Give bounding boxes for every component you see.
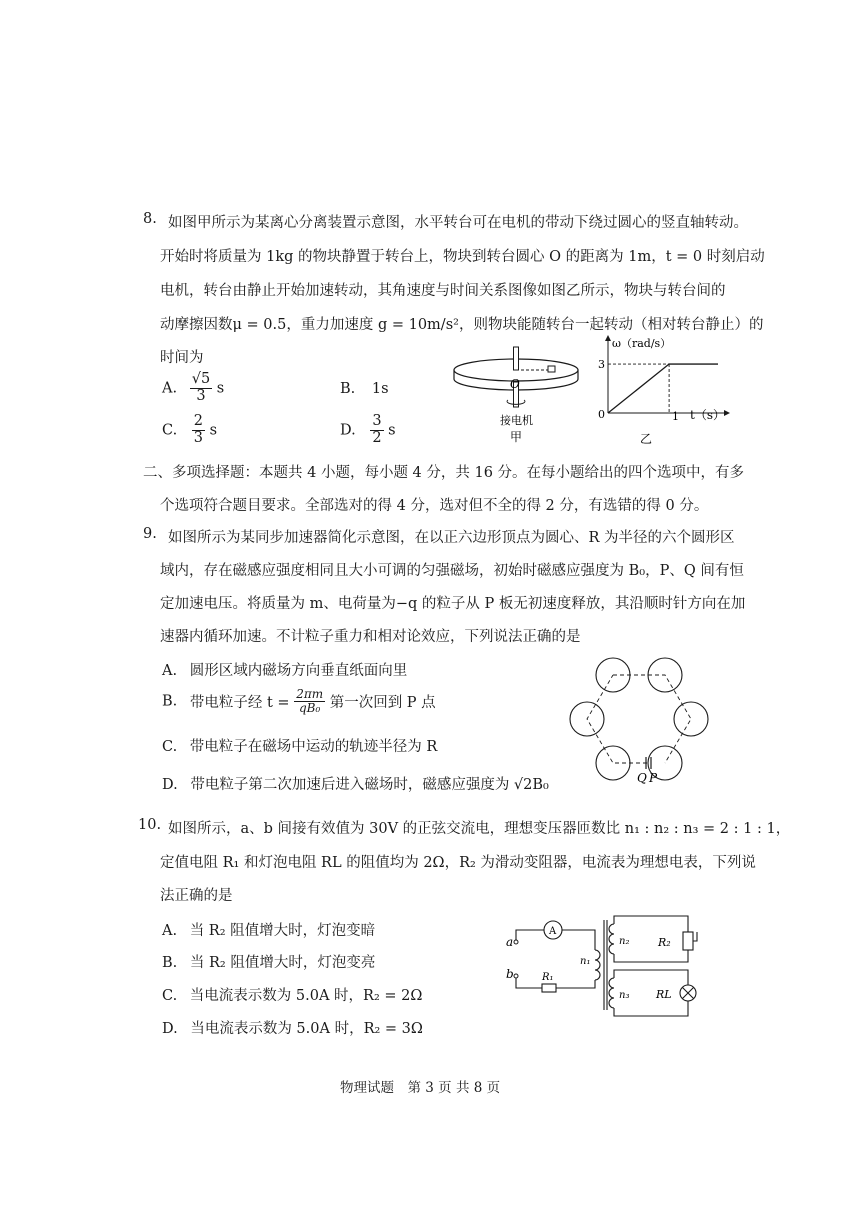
label-n3: n₃ — [619, 990, 630, 1001]
option-fraction — [190, 372, 212, 405]
option-label: C. — [162, 422, 178, 439]
hexagon-path — [613, 675, 691, 763]
q9-option-b[interactable] — [162, 688, 436, 715]
option-label: C. — [162, 988, 178, 1004]
resistor-r1 — [542, 984, 556, 992]
section-2-heading-2: 个选项符合题目要求。全部选对的得 4 分，选对但不全的得 2 分，有选错的得 0 分。 — [160, 498, 709, 514]
option-text: 当电流表示数为 5.0A 时，R₂ = 2Ω — [189, 988, 423, 1004]
rheostat-slider — [693, 932, 697, 941]
label-a: a — [506, 935, 514, 949]
option-label: B. — [162, 693, 178, 710]
wire — [614, 916, 688, 932]
chart-y-tick-label: 3 — [598, 358, 605, 371]
q8-option-a[interactable] — [162, 372, 224, 405]
synchrotron-figure — [565, 655, 715, 790]
option-text: 1s — [371, 381, 389, 397]
option-label: B. — [340, 381, 356, 397]
q10-option-b[interactable] — [162, 951, 375, 972]
label-n1: n₁ — [580, 956, 591, 967]
label-rl: RL — [656, 988, 672, 1001]
q8-line-1: 如图甲所示为某离心分离装置示意图，水平转台可在电机的带动下绕过圆心的竖直轴转动。 — [168, 215, 748, 231]
wire — [516, 976, 542, 988]
figure-caption-yi: 乙 — [640, 432, 653, 446]
q9-option-d[interactable] — [162, 773, 549, 794]
label-r1: R₁ — [542, 972, 554, 983]
wire — [586, 980, 595, 988]
hexagon-path — [587, 675, 647, 763]
option-label: D. — [162, 777, 178, 793]
option-unit: s — [209, 422, 218, 439]
fraction-denominator: 3 — [196, 387, 206, 404]
q9-option-c[interactable] — [162, 735, 437, 756]
fraction-denominator: qB₀ — [298, 701, 321, 716]
option-label: C. — [162, 739, 178, 755]
q10-line-1: 如图所示，a、b 间接有效值为 30V 的正弦交流电，理想变压器匝数比 n₁ : n₂ : n₃ = 2 : 1 : 1， — [168, 821, 791, 837]
label-b: b — [506, 967, 514, 981]
chart-ylabel: ω（rad/s） — [612, 337, 672, 350]
block — [548, 366, 555, 372]
option-text: 带电粒子第二次加速后进入磁场时，磁感应强度为 √2B₀ — [190, 777, 549, 793]
rheostat-r2 — [683, 932, 693, 950]
q10-line-2: 定值电阻 R₁ 和灯泡电阻 RL 的阻值均为 2Ω，R₂ 为滑动变阻器，电流表为理想电表，下列说 — [160, 855, 756, 871]
q10-option-d[interactable] — [162, 1017, 423, 1038]
coil-n1 — [595, 950, 600, 980]
option-text-post: 第一次回到 P 点 — [329, 695, 436, 712]
option-text: 圆形区域内磁场方向垂直纸面向里 — [189, 663, 408, 679]
field-circle — [674, 702, 708, 736]
motor-label: 接电机 — [500, 414, 533, 427]
chart-x-tick-label: 1 — [672, 410, 679, 423]
terminal-b — [514, 974, 518, 978]
fraction-numerator: 2 — [193, 413, 204, 429]
coil-n2 — [609, 924, 614, 954]
omega-time-chart — [590, 335, 730, 450]
q8-line-5: 时间为 — [160, 350, 204, 366]
coil-n3 — [609, 978, 614, 1008]
wire — [614, 970, 688, 985]
center-label: O — [510, 377, 520, 391]
wire — [562, 930, 595, 950]
option-text: 当电流表示数为 5.0A 时，R₂ = 3Ω — [190, 1021, 423, 1037]
q10-option-a[interactable] — [162, 919, 375, 940]
wire — [516, 930, 544, 942]
option-text: 带电粒子在磁场中运动的轨迹半径为 R — [189, 739, 438, 755]
ammeter-label: A — [549, 926, 557, 937]
q9-line-2: 域内，存在磁感应强度相同且大小可调的匀强磁场，初始时磁感应强度为 B₀，P、Q 间有恒 — [160, 563, 744, 579]
omega-series-line — [608, 364, 718, 413]
label-q: Q — [637, 771, 647, 785]
wire — [614, 950, 688, 962]
q8-line-2: 开始时将质量为 1kg 的物块静置于转台上，物块到转台圆心 O 的距离为 1m，t = 0 时刻启动 — [160, 249, 765, 265]
fraction-numerator: 2πm — [296, 687, 324, 701]
terminal-a — [514, 940, 518, 944]
option-unit: s — [216, 380, 225, 397]
option-text-pre: 带电粒子经 t = — [189, 695, 290, 712]
option-text: 当 R₂ 阻值增大时，灯泡变暗 — [189, 923, 376, 939]
q9-option-a[interactable] — [162, 659, 407, 680]
q8-line-4: 动摩擦因数μ = 0.5，重力加速度 g = 10m/s²，则物块能随转台一起转动（相对转台静止）的 — [160, 317, 764, 333]
label-n2: n₂ — [619, 936, 630, 947]
shaft-top — [514, 347, 519, 370]
fraction-numerator: √5 — [191, 371, 211, 387]
q8-option-b[interactable] — [340, 381, 389, 397]
chart-marks — [608, 364, 718, 413]
fraction-denominator: 2 — [372, 429, 382, 446]
option-label: D. — [340, 422, 356, 439]
figure-caption-jia: 甲 — [510, 430, 523, 444]
y-axis-arrow-icon — [605, 335, 611, 341]
wire — [614, 1001, 688, 1016]
chart-xlabel: t（s） — [690, 408, 725, 422]
q8-option-d[interactable] — [340, 414, 396, 447]
q8-line-3: 电机，转台由静止开始加速转动，其角速度与时间关系图像如图乙所示，物块与转台间的 — [160, 283, 726, 299]
option-text: 当 R₂ 阻值增大时，灯泡变亮 — [189, 955, 376, 971]
option-label: A. — [162, 923, 178, 939]
page-footer: 物理试题 第 3 页 共 8 页 — [340, 1080, 501, 1096]
q9-line-1: 如图所示为某同步加速器简化示意图，在以正六边形顶点为圆心、R 为半径的六个圆形区 — [168, 530, 735, 546]
turntable-figure — [448, 345, 590, 445]
option-label: B. — [162, 955, 178, 971]
q9-line-3: 定加速电压。将质量为 m、电荷量为−q 的粒子从 P 板无初速度释放，其沿顺时针方向在加 — [160, 596, 746, 612]
option-fraction — [294, 688, 325, 715]
option-unit: s — [388, 422, 396, 439]
q8-number: 8. — [143, 211, 157, 227]
label-p: P — [649, 771, 658, 785]
option-fraction — [192, 414, 205, 447]
fraction-numerator: 3 — [372, 413, 382, 429]
q10-number: 10. — [138, 817, 162, 833]
option-label: A. — [162, 380, 178, 397]
section-2-heading: 二、多项选择题：本题共 4 小题，每小题 4 分，共 16 分。在每小题给出的四个选项中，有多 — [143, 465, 745, 481]
q9-number: 9. — [143, 526, 157, 542]
q9-line-4: 速器内循环加速。不计粒子重力和相对论效应，下列说法正确的是 — [160, 629, 581, 645]
chart-origin: 0 — [598, 408, 605, 421]
q8-option-c[interactable] — [162, 414, 217, 447]
option-label: A. — [162, 663, 178, 679]
option-fraction — [370, 414, 383, 447]
fraction-denominator: 3 — [193, 429, 204, 446]
label-r2: R₂ — [658, 936, 671, 949]
transformer-circuit — [500, 912, 705, 1024]
q10-option-c[interactable] — [162, 984, 422, 1005]
q10-line-3: 法正确的是 — [160, 888, 233, 904]
option-label: D. — [162, 1021, 178, 1037]
